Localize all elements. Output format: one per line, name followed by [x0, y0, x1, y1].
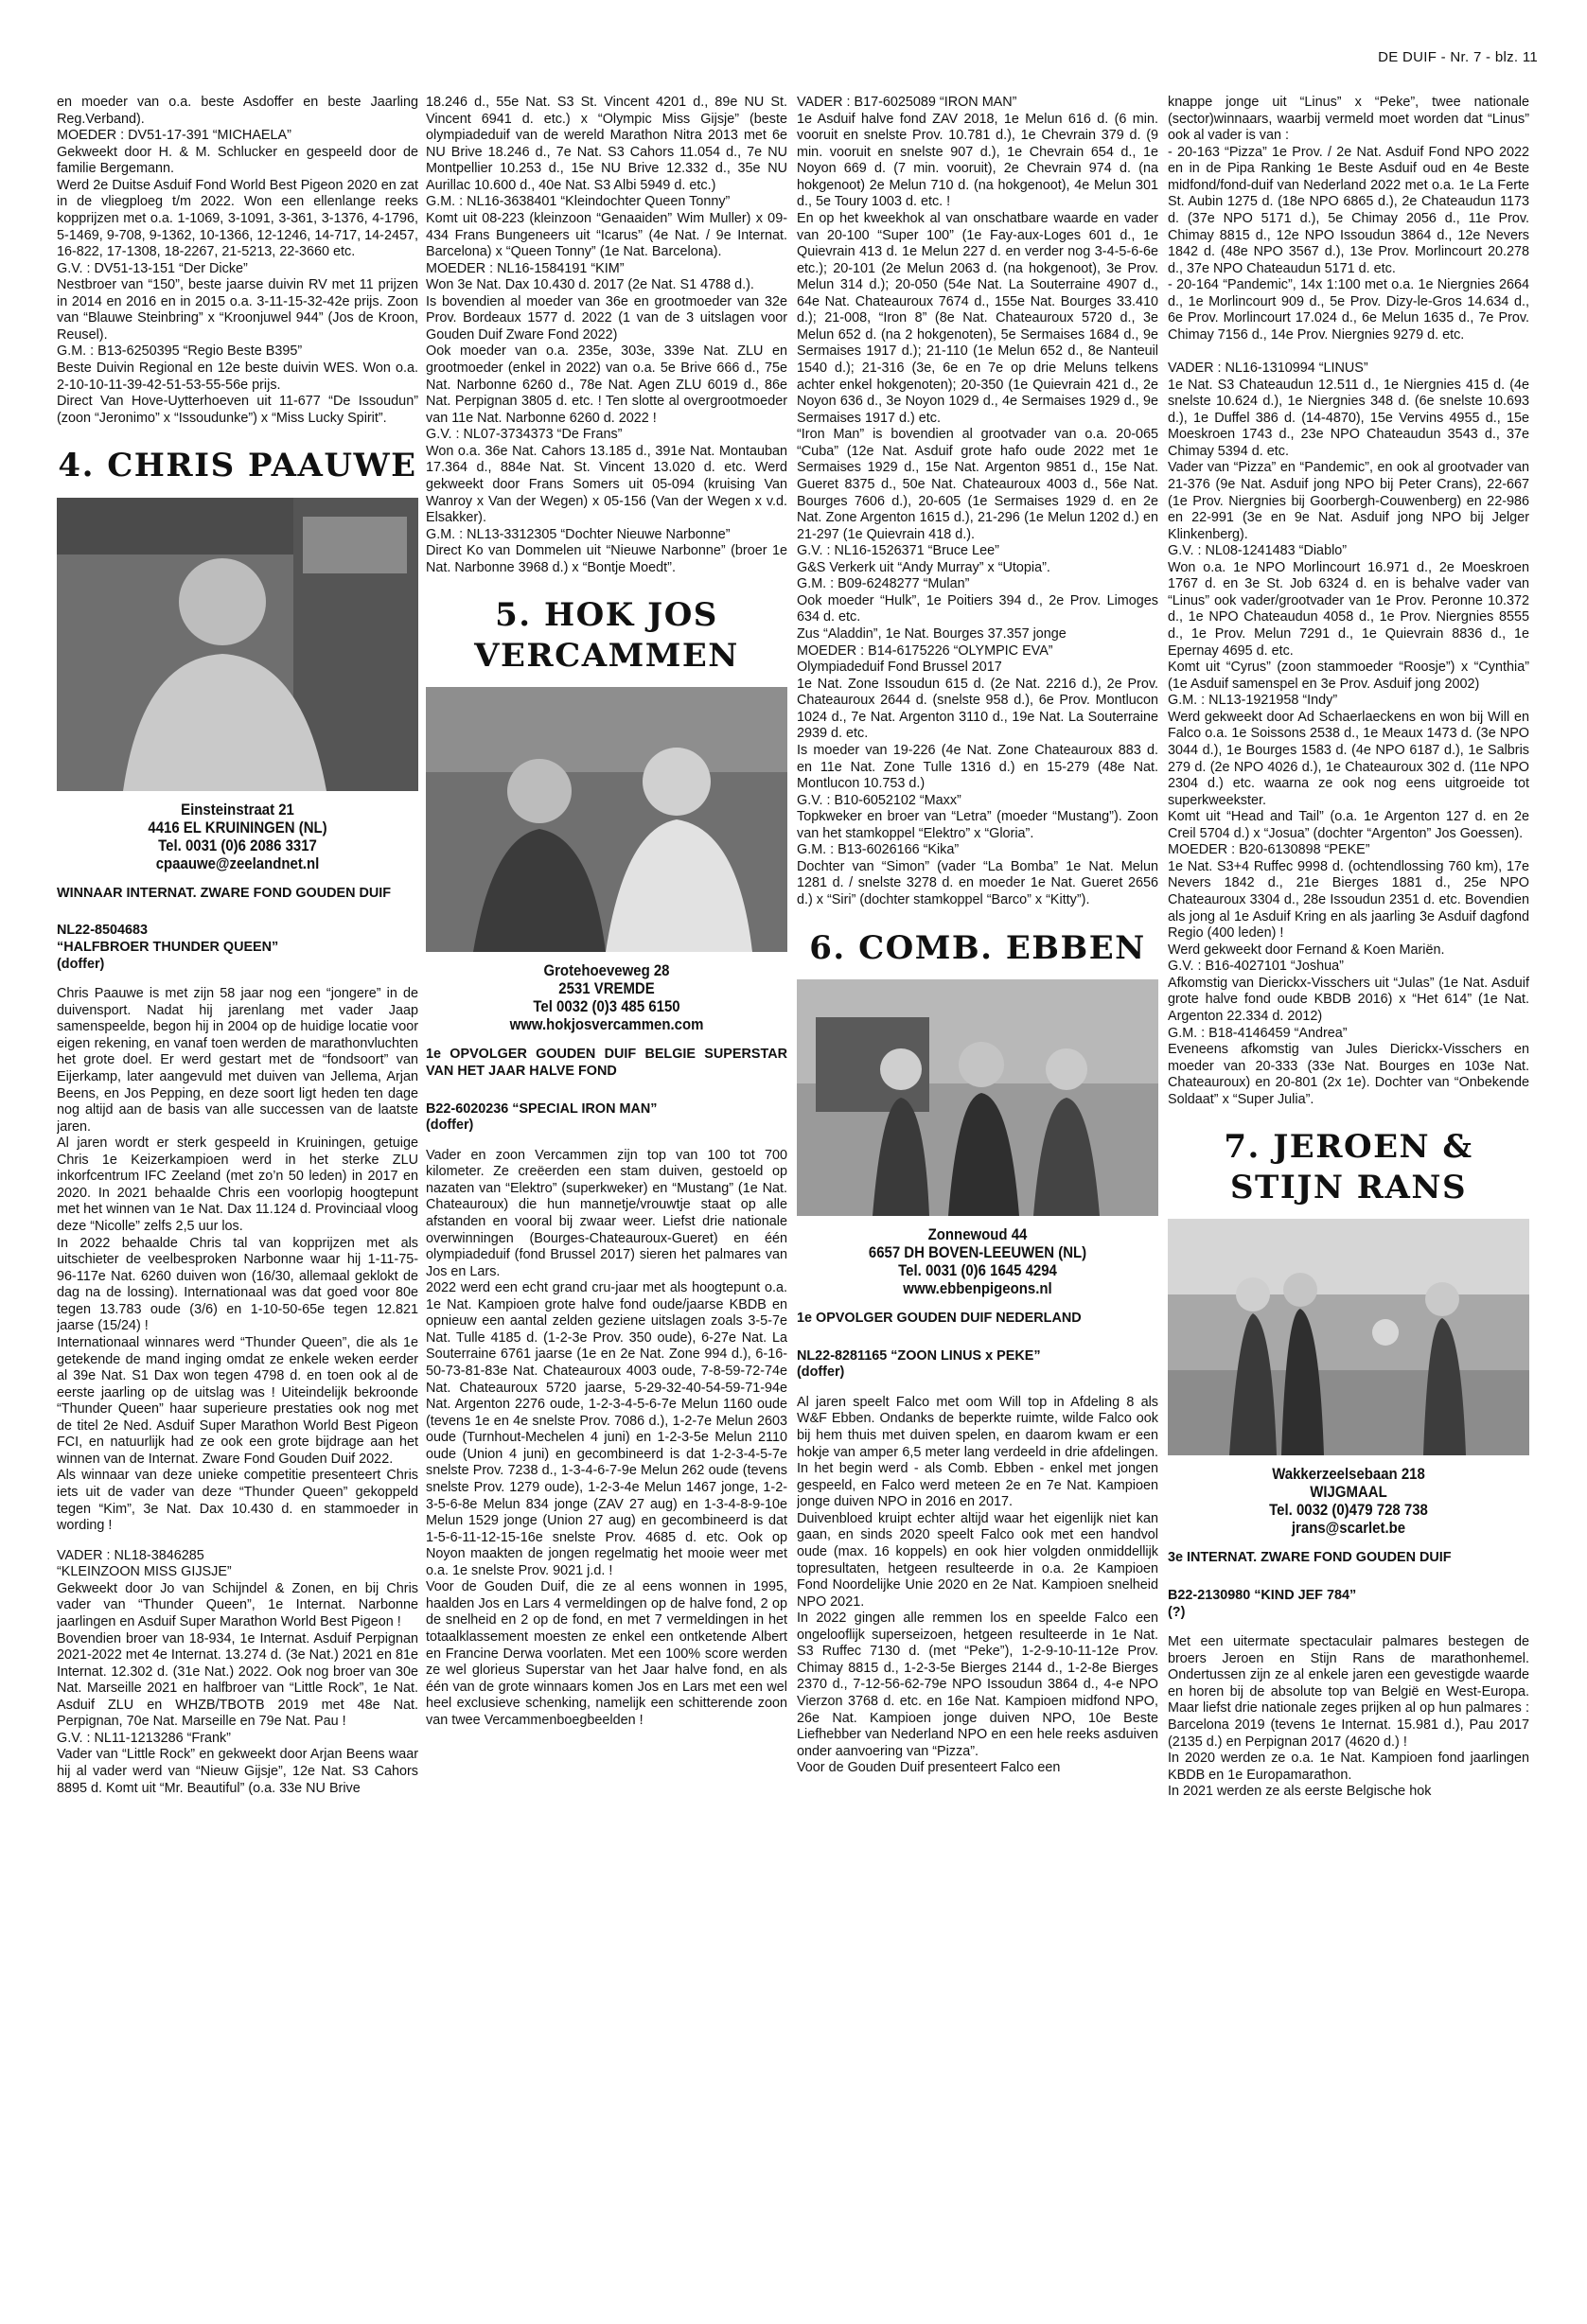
address-rans: [1190, 1465, 1508, 1537]
body-text: Chris Paauwe is met zijn 58 jaar nog een “jongere” in de duivensport. Nadat hij jarenlang met vader Jaap samenspeelde, begon hij in 2004 op de huidige locatie voor eigen rekening, en vanaf toen werden de marathonvluchten het grote doel. Er werd gestart met de “fondsoort” van Eijerkamp, later aangevuld met duiven van Jellema, Arjan Beens, en Jos Pepping, en deze soort ligt heden ten dage nog altijd aan de basis van alle successen van de laatste jaren. Al jaren wordt er sterk gespeeld in Kruiningen, getuige Chris 1e Keizerkampioen werd in het sterke ZLU inkorfcentrum IFC Zeeland (met zo’n 50 leden) in 2017 en 2020. In 2021 behaalde Chris een voorlopig hoogtepunt met het winnen van 1e Nat. Dax 11.124 d. Provinciaal vloog deze “Nicolle” zelfs 2,5 uur los. In 2022 behaalde Chris tal van kopprijzen met als uitschieter de veelbesproken Narbonne waar hij 1-11-75-96-117e Nat. 6260 duiven won (16/30, allemaal geklokt de dag na de lossing). Internationaal was dat goed voor 80e tegen 13.783 oude (3/6) en 1-10-50-65e tegen 12.821 jaarse (15/24) ! Internationaal winnares werd “Thunder Queen”, die als 1e getekende de mand inging omdat ze enkele weken eerder al 39e Nat. S1 Dax won tegen 4798 d. en toen ook al de eerste jaarling op de uitslag was ! Uiteindelijk bekroonde “Thunder Queen” haar superieure prestaties ook nog met de titel 2e Ned. Asduif Super Marathon World Best Pigeon FCI, en natuurlijk had ze ook een grote bijdrage aan het winnen van de Internat. Zware Fond Gouden Duif 2022. Als winnaar van deze unieke competitie presenteert Chris iets uit de vader van deze “Thunder Queen” gekoppeld tegen “Kim”, 3e Nat. Dax 10.430 d. en stammoeder in wording !: [57, 986, 418, 1534]
ring-heading: B22-6020236 “SPECIAL IRON MAN” (doffer): [426, 1100, 658, 1134]
col4-intro: knappe jonge uit “Linus” x “Peke”, twee nationale (sector)winnaars, waarbij vermeld moet worden dat “Linus” ook al vader is van : - 20-163 “Pizza” 1e Prov. / 2e Nat. Asduif Fond NPO 2022 en in de Pipa Ranking 1e Beste Asduif oud en 4e Beste midfond/fond-duif van Nederland 2022 met o.a. 1e La Ferte St. Aubin 1275 d. (18e NPO 6865 d.), 2e Chateaudun 1173 d. (37e NPO 5171 d.), 5e Chimay 2056 d., 11e Prov. Chimay 8815 d., 12e NPO Issoudun 3864 d., 12e Nevers 1842 d. (48e NPO 3567 d.), 13e Prov. Morlincourt 20.278 d., 37e NPO Chateaudun 5171 d. etc. - 20-164 “Pandemic”, 14x 1:100 met o.a. 1e Niergnies 2664 d., 1e Morlincourt 909 d., 5e Prov. Dizy-le-Gros 14.634 d., 6e Prov. Morlincourt 17.024 d., 6e Melun 1635 d., 7e Prov. Chimay 7156 d., 14e Prov. Niergnies 9279 d. etc. VADER : NL16-1310994 “LINUS” 1e Nat. S3 Chateaudun 12.511 d., 1e Niergnies 415 d. (4e snelste 10.624 d.), 1e Niergnies 348 d. (6e snelste 10.693 d.), 1e Duffel 386 d. (14-4870), 15e Vervins 4955 d., 15e Moeskroen 1743 d., 23e NPO Chateaudun 3543 d., 37e Chimay 5394 d. etc. Vader van “Pizza” en “Pandemic”, en ook al grootvader van 21-376 (9e Nat. Asduif jong NPO bij Peter Crans), 22-667 (1e Prov. Niergnies bij Goorbergh-Couwenberg) en 22-986 en 22-991 (3e en 9e Nat. Asduif jong NPO bij Jelger Klinkenberg). G.V. : NL08-1241483 “Diablo” Won o.a. 1e NPO Morlincourt 16.971 d., 2e Moeskroen 1767 d. en 3e St. Job 6324 d. en is behalve vader van “Linus” ook vader/grootvader van 1e Prov. Peronne 10.372 d., 1e NPO Chateaudun 4058 d., 1e Prov. Niergnies 8555 d., 1e Prov. Melun 7291 d., 1e Quievrain 8836 d., 1e Epernay 4695 d. etc. Komt uit “Cyrus” (zoon stammoeder “Roosje”) x “Cynthia” (1e Asduif samenspel en 3e Prov. Asduif jong 2002) G.M. : NL13-1921958 “Indy” Werd gekweekt door Ad Schaerlaeckens en won bij Will en Falco o.a. 1e Soissons 2538 d., 1e Meaux 1473 d. (3e NPO 3044 d.), 1e Bourges 1583 d. (4e NPO 6187 d.), 1e Salbris 279 d. (2e NPO 4026 d.), 1e Chateauroux 302 d. (11e NPO 2304 d.) etc. waarna ze ook nog eens uitgroeide tot superkweekster. Komt uit “Head and Tail” (o.a. 1e Argenton 127 d. en 2e Creil 5704 d.) x “Josua” (dochter “Argenton” Jos Goessen). MOEDER : B20-6130898 “PEKE” 1e Nat. S3+4 Ruffec 9998 d. (ochtendlossing 760 km), 17e Nevers 1842 d., 21e Bierges 1881 d., 25e NPO Chateauroux 3304 d., 28e Issoudun 2351 d. etc. Bovendien als jong al 1e Asduif Kring en als jaarling 3e Asduif dagfond Regio (400 leden) ! Werd gekweekt door Fernand & Koen Mariën. G.V. : B16-4027101 “Joshua” Afkomstig van Dierickx-Visschers uit “Julas” (1e Nat. Asduif grote halve fond oude KBDB 2016) x “Het 614” (1e Nat. Argenton 22.334 d. 2012) G.M. : B18-4146459 “Andrea” Eveneens afkomstig van Jules Dierickx-Visschers en moeder van 20-333 (33e Nat. Bourges en 103e Nat. Chateauroux) en 20-801 (2x 1e). Dochter van “Onbekende Soldaat” x “Super Julia”.: [1168, 95, 1529, 1107]
section-title-paauwe: 4. CHRIS PAAUWE: [58, 447, 417, 485]
section-title-vercammen: 5. HOK JOS VERCAMMEN: [474, 596, 739, 675]
address-paauwe: [79, 801, 397, 872]
address-line: Tel. 0031 (0)6 1645 4294: [898, 1261, 1057, 1280]
award-heading: 1e OPVOLGER GOUDEN DUIF NEDERLAND: [797, 1311, 1082, 1327]
pedigree-text: VADER : NL18-3846285 “KLEINZOON MISS GIJSJE” Gekweekt door Jo van Schijndel & Zonen, en bij Chris vader van “Thunder Queen”, 1e Internat. Narbonne jaarlingen en Asduif Super Marathon World Best Pigeon ! Bovendien broer van 18-934, 1e Internat. Asduif Perpignan 2021-2022 met 4e Internat. 13.274 d. (3e Nat.) 2021 en 81e Internat. 12.302 d. (31e Nat.) 2022. Ook nog broer van 30e Nat. Marseille 2021 en halfbroer van “Little Rock”, 1e Nat. Asduif ZLU en WHZB/TBOTB 2019 met 48e Nat. Perpignan, 70e Nat. Marseille en 79e Nat. Pau ! G.V. : NL11-1213286 “Frank” Vader van “Little Rock” en gekweekt door Arjan Beens waar hij al vader werd van “Nieuw Gijsje”, 12e Nat. S3 Cahors 8895 d. Komt uit “Mr. Beautiful” (o.a. 33e NU Brive: [57, 1547, 418, 1796]
address-line: 6657 DH BOVEN-LEEUWEN (NL): [868, 1243, 1087, 1262]
photo-vercammen: [426, 687, 787, 952]
address-ebben: [819, 1225, 1137, 1297]
address-line: www.ebbenpigeons.nl: [903, 1279, 1052, 1298]
photo-comb-ebben: [797, 979, 1158, 1216]
address-vercammen: [448, 961, 766, 1033]
body-text: Al jaren speelt Falco met oom Will top in Afdeling 8 als W&F Ebben. Ondanks de beperkte ruimte, wilde Falco ook bij hem thuis met duiven spelen, en daarom kwam er een hokje van amper 6,5 meter lang verdeeld in drie afdelingen. In het begin werd - als Comb. Ebben - enkel met jongen gespeeld, en Falco werd meteen 2e en 7e Nat. Kampioen jonge duiven NPO in 2016 en 2017. Duivenbloed kruipt echter altijd waar het eigenlijk niet kan gaan, en sinds 2020 speelt Falco ook met een handvol oude (max. 16 koppels) en ook hier volgden onmiddellijk topresultaten, hetgeen resulteerde in o.a. 2e Kampioen Fond Noordelijke Unie 2020 en 2e Nat. Kampioen snelheid NPO 2021. In 2022 gingen alle remmen los en speelde Falco een ongelooflijk superseizoen, hetgeen resulteerde in 1e Nat. S3 Ruffec 7130 d. (met “Peke”), 1-2-9-10-11-12e Prov. Chimay 8815 d., 1-2-3-5e Bierges 2144 d., 1-2-8e Bierges 2370 d., 7-12-56-62-79e NPO Issoudun 3864 d., 4-e NPO Vierzon 3768 d. etc. en 16e Nat. Kampioen midfond NPO, 26e Nat. Kampioen jonge duiven NPO, 10e Beste Liefhebber van Nederland NPO en een hele reeks asduiven onder aanvoering van “Pizza”. Voor de Gouden Duif presenteert Falco een: [797, 1394, 1158, 1776]
col2-intro: 18.246 d., 55e Nat. S3 St. Vincent 4201 d., 89e NU St. Vincent 6941 d. etc.) x “Olympic Miss Gijsje” (beste olympiadeduif van de wereld Marathon Nitra 2013 met 6e NU Brive 18.246 d., 7e Nat. S3 Cahors 11.054 d., 7e NU Montpellier 10.253 d., 15e NU Brive 12.332 d., 35e NU Aurillac 10.600 d., 40e Nat. S3 Albi 5949 d. etc.) G.M. : NL16-3638401 “Kleindochter Queen Tonny” Komt uit 08-223 (kleinzoon “Genaaiden” Wim Muller) x 09-434 Frans Bungeneers uit “Icarus” (4e Nat. / 9e Internat. Barcelona) x “Queen Tonny” (1e Nat. Barcelona). MOEDER : NL16-1584191 “KIM” Won 3e Nat. Dax 10.430 d. 2017 (2e Nat. S1 4788 d.). Is bovendien al moeder van 36e en grootmoeder van 32e Prov. Bordeaux 1577 d. 2022 (1 van de 3 uitslagen voor Gouden Duif Zware Fond 2022) Ook moeder van o.a. 235e, 303e, 339e Nat. ZLU en grootmoeder (enkel in 2022) van o.a. 5e Brive 666 d., 75e Nat. Narbonne 6260 d., 78e Nat. Agen ZLU 6019 d., 86e Nat. Perpignan 3805 d. etc. ! Ten slotte al overgrootmoeder van 11e Nat. Narbonne 6260 d. 2022 ! G.V. : NL07-3734373 “De Frans” Won o.a. 36e Nat. Cahors 13.185 d., 391e Nat. Montauban 17.364 d., 884e Nat. St. Vincent 13.020 d. etc. Werd gekweekt door Frans Somers uit 05-094 (kruising Van Wanroy x Van der Wegen) x 05-156 (Van der Wegen x v.d. Elsakker). G.M. : NL13-3312305 “Dochter Nieuwe Narbonne” Direct Ko van Dommelen uit “Nieuwe Narbonne” (broer 1e Nat. Narbonne 3968 d.) x “Bontje Moedt”.: [426, 95, 787, 575]
address-line: 4416 EL KRUININGEN (NL): [148, 818, 327, 836]
column-1: [57, 95, 418, 2299]
photo-chris-paauwe: [57, 498, 418, 791]
address-line: Wakkerzeelsebaan 218: [1272, 1465, 1425, 1484]
ring-heading: B22-2130980 “KIND JEF 784” (?): [1168, 1588, 1357, 1620]
column-2: [426, 95, 787, 2299]
col3-intro: VADER : B17-6025089 “IRON MAN” 1e Asduif halve fond ZAV 2018, 1e Melun 616 d. (6 min. vooruit en snelste Prov. 10.781 d.), 1e Chevrain 379 d. (9 min. vooruit en snelste 907 d.), 1e Chevrain 654 d., 1e Noyon 669 d. (7 min. vooruit), 2e Chevrain 974 d. (na hokgenoot) 2e Melun 710 d. (na hokgenoot), 4e Melun 301 d., 5e Toury 1003 d. etc. ! En op het kweekhok al van onschatbare waarde en vader van 20-100 “Super 100” (1e Fay-aux-Loges 601 d., 1e Quievrain 413 d. 1e Melun 227 d. en verder nog 3-4-5-6-6e etc.); 20-101 (2e Melun 2063 d. (na hokgenoot), 3e Prov. Melun 314 d.); 20-050 (54e Nat. La Souterraine 4907 d., 64e Nat. Chateauroux 7674 d., 155e Nat. Bourges 33.410 d.); 21-008, “Iron 8” (8e Nat. Chateauroux 5720 d., 3e Melun 652 d. (na 2 hokgenoten), 5e Sermaises 1684 d., 9e Sermaises 1917 d.); 21-110 (1e Melun 652 d., 8e Nanteuil 1540 d.); 21-316 (3e, 6e en 7e op drie Meluns telkens achter enkel hokgenoten); 20-350 (1e Quievrain 421 d., 2e Noyon 636 d., 3e Noyon 1029 d., 4e Sermaises 1929 d., 9e Sermaises 1917 d.) etc. “Iron Man” is bovendien al grootvader van o.a. 20-065 “Cuba” (12e Nat. Asduif grote hafo oude 2022 met 1e Sermaises 1929 d., 15e Nat. Argenton 9851 d., 15e Nat. Gueret 8375 d., 50e Nat. Chateauroux 4003 d., 56e Nat. Bourges 7606 d.), 20-605 (1e Sermaises 1929 d. en 2e Nat. Zone Argenton 1615 d.), 21-296 (1e Melun 1202 d.) en 21-297 (1e Quievrain 418 d.). G.V. : NL16-1526371 “Bruce Lee” G&S Verkerk uit “Andy Murray” x “Utopia”. G.M. : B09-6248277 “Mulan” Ook moeder “Hulk”, 1e Poitiers 394 d., 2e Prov. Limoges 634 d. etc. Zus “Aladdin”, 1e Nat. Bourges 37.357 jonge MOEDER : B14-6175226 “OLYMPIC EVA” Olympiadeduif Fond Brussel 2017 1e Nat. Zone Issoudun 615 d. (2e Nat. 2216 d.), 2e Prov. Chateauroux 2644 d. (snelste 958 d.), 6e Prov. Montlucon 1024 d., 7e Nat. Argenton 3110 d., 19e Nat. La Souterraine 2939 d. etc. Is moeder van 19-226 (4e Nat. Zone Chateauroux 883 d. en 11e Nat. Zone Tulle 1316 d.) en 15-279 (48e Nat. Montlucon 10.753 d.) G.V. : B10-6052102 “Maxx” Topkweker en broer van “Letra” (moeder “Mustang”). Zoon van het stamkoppel “Elektro” x “Gloria”. G.M. : B13-6026166 “Kika” Dochter van “Simon” (vader “La Bomba” 1e Nat. Melun 1281 d. / snelste 3278 d. en moeder 1e Nat. Gueret 2656 d.) x “Siri” (dochter stamkoppel “Barco” x “Kitty”).: [797, 95, 1158, 907]
body-text: Vader en zoon Vercammen zijn top van 100 tot 700 kilometer. Ze creëerden een stam duiven, gestoeld op nazaten van “Elektro” (superkweker) en “Mustang” (1e Nat. Chateauroux) die hun mannetje/vrouwtje staat op alle afstanden en vooral bij zwaar weer. Liefst drie nationale overwinningen (Bourges-Chateauroux-Gueret) en één olympiadeduif (fond Brussel 2017) sieren het palmares van Jos en Lars. 2022 werd een echt grand cru-jaar met als hoogtepunt o.a. 1e Nat. Kampioen grote halve fond oude/jaarse KBDB en opnieuw een aantal zelden geziene uitslagen zoals 3-5-7e Nat. Tulle 4185 d. (1-2-3e Prov. 350 oude), 6-27e Nat. La Souterraine 6761 jaarse (1e en 2e Nat. Zone 994 d.), 6-16-50-73-81-83e Nat. Chateauroux 4003 oude, 7-8-59-72-74e Nat. Chateauroux 5720 jaarse, 5-29-32-40-54-59-71-94e Nat. Argenton 2276 oude, 1-2-3-4-5-6-7e Melun 1160 oude (tevens 1e en 4e snelste Prov. 7086 d.), 1-2-7e Melun 2603 oude (Turnhout-Mechelen 4 juni) en 1-2-3-5e Melun 2110 oude (Union 4 juni) en gecombineerd is dat 1-2-3-4-5-7e snelste Prov. 7238 d., 1-3-4-6-7-9e Melun 262 oude (tevens snelste Prov. 1279 oude), 1-2-3-4e Melun 1467 jonge, 1-2-3-5-6-8e Melun 834 jonge (ZAV 27 aug) en 1-3-4-8-9-10e Melun 1529 jonge (Union 27 aug) en gecombineerd is dat 1-5-6-11-12-15-16e snelste Prov. 4685 d. etc. Ook op Noyon maakten de jongen regelmatig het mooie weer met o.a. 1e snelste Prov. 9021 j.d. ! Voor de Gouden Duif, die ze al eens wonnen in 1995, haalden Jos en Lars 4 vermeldingen op de halve fond, 2 op de snelheid en 2 op de fond, en met 7 vermeldingen in het totaalklassement moesten ze enkel een ontketende Albert en Francine Derwa voorlaten. Met een 100% score werden ze wel glorieus Superstar van het Jaar halve fond, en als één van de grote winnaars komen Jos en Lars met een wel heel exclusieve schenking, namelijk een schitterende zoon van twee Vercammenboegbeelden !: [426, 1147, 787, 1728]
column-3: [797, 95, 1158, 2299]
address-line: Tel. 0031 (0)6 2086 3317: [158, 836, 317, 854]
address-line: Zonnewoud 44: [927, 1225, 1028, 1244]
column-4: [1168, 95, 1529, 2299]
page-header: DE DUIF - Nr. 7 - blz. 11: [1378, 49, 1538, 65]
address-line: WIJGMAAL: [1310, 1483, 1387, 1502]
address-line: jrans@scarlet.be: [1291, 1519, 1406, 1538]
ring-heading: NL22-8281165 “ZOON LINUS x PEKE” (doffer): [797, 1347, 1041, 1381]
address-line: 2531 VREMDE: [558, 979, 655, 998]
award-heading: 3e INTERNAT. ZWARE FOND GOUDEN DUIF: [1168, 1550, 1452, 1566]
address-line: www.hokjosvercammen.com: [509, 1015, 704, 1034]
award-heading: 1e OPVOLGER GOUDEN DUIF BELGIE SUPERSTAR VAN HET JAAR HALVE FOND: [426, 1047, 787, 1079]
col1-intro: en moeder van o.a. beste Asdoffer en beste Jaarling Reg.Verband). MOEDER : DV51-17-391 “MICHAELA” Gekweekt door H. & M. Schlucker en gespeeld door de familie Bergemann. Werd 2e Duitse Asduif Fond World Best Pigeon 2020 en zat in de vliegploeg t/m 2022. Won een ellenlange reeks kopprijzen met o.a. 1-1069, 3-1091, 3-361, 3-1376, 4-1796, 5-1469, 9-708, 9-1362, 10-1366, 12-1246, 14-717, 14-2457, 16-822, 17-1308, 18-2267, 21-5213, 22-3660 etc. G.V. : DV51-13-151 “Der Dicke” Nestbroer van “150”, beste jaarse duivin RV met 11 prijzen in 2014 en 2016 en in 2015 o.a. 3-11-15-32-42e prijs. Zoon van “Blauwe Steinbring” x “Kroonjuwel 944” (Jos de Kroon, Reusel). G.M. : B13-6250395 “Regio Beste B395” Beste Duivin Regional en 12e beste duivin WES. Won o.a. 2-10-10-11-39-42-51-53-55-56e prijs. Direct Van Hove-Uytterhoeven uit 11-677 “De Issoudun” (zoon “Jeronimo” x “Issoudunke”) x “Miss Lucky Spirit”.: [57, 95, 418, 426]
address-line: Tel. 0032 (0)479 728 738: [1269, 1501, 1428, 1520]
photo-rans: [1168, 1219, 1529, 1455]
address-line: cpaauwe@zeelandnet.nl: [155, 854, 320, 872]
address-line: Grotehoeveweg 28: [543, 961, 670, 980]
section-title-rans: 7. JEROEN & STIJN RANS: [1224, 1128, 1473, 1206]
body-text: Met een uitermate spectaculair palmares bestegen de broers Jeroen en Stijn Rans de marathonhemel. Ondertussen zijn ze al enkele jaren een gevestigde waarde en horen bij de absolute top van België en West-Europa. Maar liefst drie nationale zeges prijken al op hun palmares : Barcelona 2019 (tevens 1e Internat. 15.981 d.), Pau 2017 (2135 d.) en Perpignan 2017 (4620 d.) ! In 2020 werden ze o.a. 1e Nat. Kampioen fond jaarlingen KBDB en 1e Europamarathon. In 2021 werden ze als eerste Belgische hok: [1168, 1634, 1529, 1800]
ring-heading: NL22-8504683 “HALFBROER THUNDER QUEEN” (doffer): [57, 923, 279, 972]
address-line: Tel 0032 (0)3 485 6150: [533, 997, 680, 1016]
award-heading: WINNAAR INTERNAT. ZWARE FOND GOUDEN DUIF: [57, 885, 392, 901]
address-line: Einsteinstraat 21: [181, 800, 294, 819]
section-title-ebben: 6. COMB. EBBEN: [809, 928, 1146, 967]
